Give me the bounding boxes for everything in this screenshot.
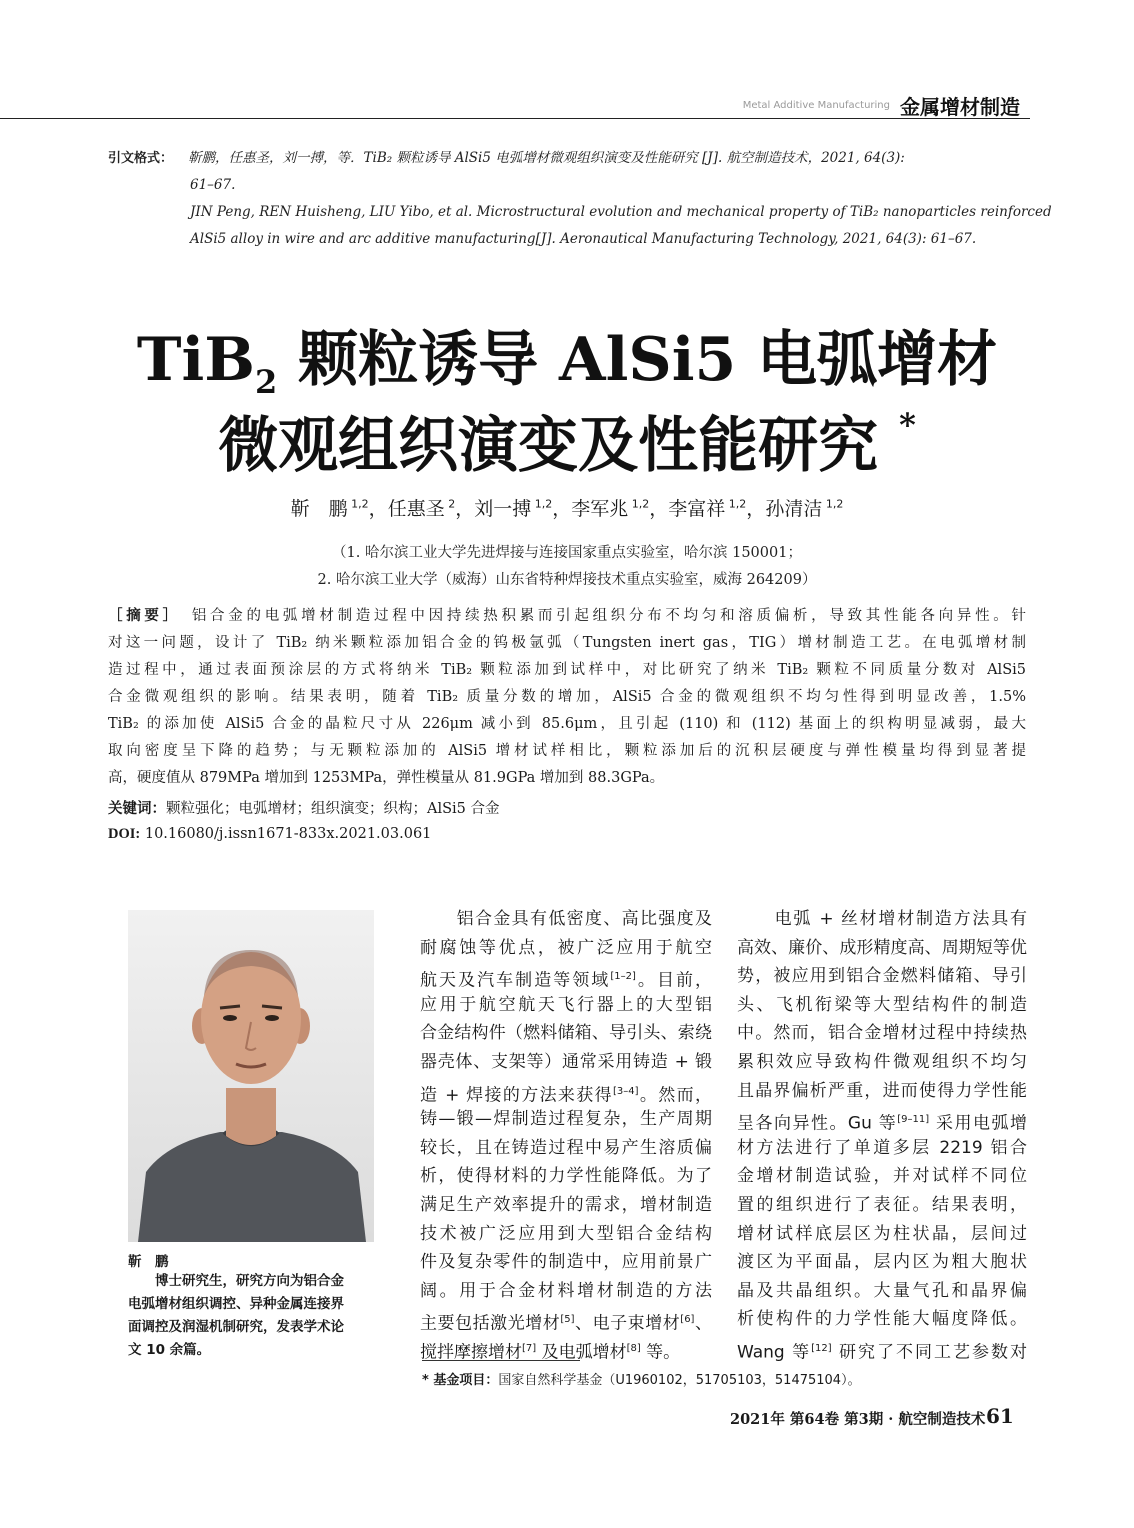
author-bio-line: 文 10 余篇。 xyxy=(128,1342,211,1358)
abstract-line xyxy=(108,603,1026,630)
body-text-line xyxy=(737,1136,1027,1162)
page-footer: 2021年 第64卷 第3期 · 航空制造技术 xyxy=(730,1411,986,1428)
body-text: 高效、廉价、成形精度高、周期短等优 xyxy=(737,937,1027,958)
body-text: 技术被广泛应用到大型铝合金结构 xyxy=(420,1223,712,1244)
author-name: 任惠圣 xyxy=(387,498,445,520)
citation-ref: [6] xyxy=(680,1314,695,1326)
body-text-line xyxy=(420,1307,712,1337)
body-text-line xyxy=(420,964,712,994)
author-affiliation-mark: 1,2 xyxy=(822,497,844,511)
author-bio-line: 面调控及润湿机制研究，发表学术论 xyxy=(128,1319,344,1335)
body-text: 晶及共晶组织。大量气孔和晶界偏 xyxy=(737,1280,1027,1301)
author-name: 孙清洁 xyxy=(765,498,823,520)
author-portrait-image xyxy=(128,910,374,1242)
title-subscript: 2 xyxy=(255,363,278,401)
title-text: 颗粒诱导 AlSi5 电弧增材 xyxy=(277,325,998,395)
author-list xyxy=(0,494,1134,521)
author-separator: ， xyxy=(552,498,572,520)
doi-link[interactable]: 10.16080/j.issn1671-833x.2021.03.061 xyxy=(140,826,432,842)
body-text-line xyxy=(737,1050,1027,1076)
abstract-text: 铝合金的电弧增材制造过程中因持续热积累而引起组织分布不均匀和溶质偏析，导致其性能各向异性。针 xyxy=(191,608,1027,624)
body-text-line xyxy=(420,1250,712,1276)
body-text: 合金结构件（燃料储箱、导引头、索绕 xyxy=(420,1023,712,1044)
title-line-1 xyxy=(0,312,1134,401)
citation-line: 61–67. xyxy=(190,177,236,193)
running-header-chinese: 金属增材制造 xyxy=(900,95,1020,119)
body-text: 阔。用于合金材料增材制造的方法 xyxy=(420,1280,712,1301)
author-bio-line: 博士研究生，研究方向为铝合金 xyxy=(128,1273,344,1289)
citation-ref: [3–4] xyxy=(613,1085,639,1097)
body-text: 搅拌摩擦增材 xyxy=(420,1342,522,1363)
author-photo xyxy=(128,910,374,1242)
author-separator: ， xyxy=(368,498,388,520)
body-text: 渡区为平面晶，层内区为粗大胞状 xyxy=(737,1252,1027,1273)
body-text: 累积效应导致构件微观组织不均匀 xyxy=(737,1052,1027,1072)
author-affiliation-mark: 1,2 xyxy=(531,497,553,511)
author-bio-line: 电弧增材组织调控、异种金属连接界 xyxy=(128,1296,344,1312)
body-text: 造 + 焊接的方法来获得 xyxy=(420,1085,614,1106)
body-text-line xyxy=(737,993,1027,1019)
body-text-line xyxy=(737,1307,1027,1333)
body-text: 呈各向异性。Gu 等 xyxy=(737,1113,898,1134)
body-text-line xyxy=(737,936,1027,962)
body-text-line xyxy=(737,1164,1027,1190)
body-text: 、 xyxy=(694,1314,713,1335)
body-text: 铸—锻—焊制造过程复杂，生产周期 xyxy=(420,1109,712,1130)
body-text-line xyxy=(737,964,1027,990)
body-text: 主要包括激光增材 xyxy=(420,1314,561,1335)
citation-ref: [1–2] xyxy=(610,971,636,983)
body-text: 金增材制造试验，并对试样不同位 xyxy=(737,1166,1027,1187)
body-text: 电弧 + 丝材增材制造方法具有 xyxy=(737,909,1027,929)
body-text-line xyxy=(737,1079,1027,1105)
body-text-line xyxy=(737,1021,1027,1047)
author-separator: ， xyxy=(746,498,766,520)
citation-ref: [9–11] xyxy=(897,1114,930,1126)
body-text: 头、飞机衔梁等大型结构件的制造 xyxy=(737,994,1027,1015)
body-text-line xyxy=(420,1193,712,1219)
body-text-line xyxy=(737,1250,1027,1276)
body-text-line xyxy=(420,1279,712,1305)
body-text: 、电子束增材 xyxy=(574,1314,681,1335)
funding-note xyxy=(422,1369,861,1388)
body-text-line xyxy=(420,993,712,1019)
body-text: 器壳体、支架等）通常采用铸造 + 锻 xyxy=(420,1052,712,1072)
body-text: 。目前， xyxy=(635,970,713,991)
citation-ref: [5] xyxy=(560,1314,575,1326)
body-text: 析，使得材料的力学性能降低。为了 xyxy=(420,1166,712,1187)
body-text: 铝合金具有低密度、高比强度及 xyxy=(420,909,712,929)
abstract-line: 造过程中，通过表面预涂层的方式将纳米 TiB₂ 颗粒添加到试样中，对比研究了纳米 TiB₂ 颗粒不同质量分数对 AlSi5 xyxy=(108,662,1026,678)
citation-line: JIN Peng, REN Huisheng, LIU Yibo, et al. Microstructural evolution and mechanical property of TiB₂ nanoparticles reinforced xyxy=(190,204,1052,220)
title-text: TiB xyxy=(136,325,255,395)
author-separator: ， xyxy=(649,498,669,520)
body-text: 且晶界偏析严重，进而使得力学性能 xyxy=(737,1080,1027,1101)
body-text: 应用于航空航天飞行器上的大型铝 xyxy=(420,994,712,1015)
body-text-line xyxy=(420,1050,712,1076)
body-text: 置的组织进行了表征。结果表明， xyxy=(737,1195,1027,1215)
abstract-line: 对这一问题，设计了 TiB₂ 纳米颗粒添加铝合金的钨极氩弧（Tungsten inert gas，TIG）增材制造工艺。在电弧增材制 xyxy=(108,635,1026,651)
body-text-line xyxy=(420,1107,712,1133)
keywords-text: 颗粒强化；电弧增材；组织演变；织构；AlSi5 合金 xyxy=(166,801,500,817)
author-affiliation-mark: 1,2 xyxy=(628,497,650,511)
citation-ref: [7] xyxy=(522,1343,537,1354)
citation-line: AlSi5 alloy in wire and arc additive manufacturing[J]. Aeronautical Manufacturing Technology, 2021, 64(3): 61–67. xyxy=(190,231,977,247)
title-line-2 xyxy=(0,398,1134,484)
body-text-line xyxy=(737,1107,1027,1137)
body-text-line xyxy=(737,1279,1027,1305)
body-text: 航天及汽车制造等领域 xyxy=(420,970,611,991)
citation-label: 引文格式： xyxy=(108,151,174,166)
body-text: 耐腐蚀等优点，被广泛应用于航空 xyxy=(420,937,712,958)
body-text-line xyxy=(420,1222,712,1248)
body-text-line xyxy=(420,907,712,933)
body-text: 满足生产效率提升的需求，增材制造 xyxy=(420,1195,712,1215)
author-name: 李富祥 xyxy=(668,498,726,520)
citation-ref: [12] xyxy=(811,1343,832,1354)
body-text-line xyxy=(737,1222,1027,1248)
abstract-line: 取向密度呈下降的趋势；与无颗粒添加的 AlSi5 增材试样相比，颗粒添加后的沉积层硬度与弹性模量均得到显著提 xyxy=(108,743,1026,759)
title-text: 微观组织演变及性能研究 xyxy=(218,411,879,481)
body-text-line xyxy=(420,936,712,962)
abstract-label: ［摘要］ xyxy=(108,608,174,624)
author-affiliation-mark: 1,2 xyxy=(725,497,747,511)
author-name: 李军兆 xyxy=(571,498,629,520)
footnote-rule xyxy=(422,1360,580,1361)
affiliation: （1. 哈尔滨工业大学先进焊接与连接国家重点实验室，哈尔滨 150001； xyxy=(332,545,802,561)
body-text: 。然而， xyxy=(638,1085,713,1106)
body-text: Wang 等 xyxy=(737,1342,812,1363)
body-text-line xyxy=(420,1336,712,1366)
body-text: 析使构件的力学性能大幅度降低。 xyxy=(737,1309,1027,1330)
body-text: 材方法进行了单道多层 2219 铝合 xyxy=(737,1137,1027,1158)
doi xyxy=(108,826,431,843)
body-text-line xyxy=(420,1079,712,1109)
body-text-line xyxy=(420,1164,712,1190)
body-text: 及电弧增材 xyxy=(536,1342,627,1363)
keywords xyxy=(108,797,500,818)
author-affiliation-mark: 2 xyxy=(444,497,456,511)
body-text: 增材试样底层区为柱状晶，层间过 xyxy=(737,1223,1027,1244)
funding-text: 国家自然科学基金（U1960102，51705103，51475104）。 xyxy=(498,1373,861,1388)
author-separator: ， xyxy=(455,498,475,520)
doi-label: DOI: xyxy=(108,826,141,842)
body-text-line xyxy=(737,907,1027,933)
body-text: 势，被应用到铝合金燃料储箱、导引 xyxy=(737,966,1027,987)
body-text: 研究了不同工艺参数对 xyxy=(831,1342,1028,1363)
body-text: 件及复杂零件的制造中，应用前景广 xyxy=(420,1252,712,1273)
author-name: 刘一搏 xyxy=(474,498,532,520)
abstract-line: TiB₂ 的添加使 AlSi5 合金的晶粒尺寸从 226μm 减小到 85.6μm，且引起 (110) 和 (112) 基面上的织构明显减弱，最大 xyxy=(108,716,1026,732)
abstract-line: 高，硬度值从 879MPa 增加到 1253MPa，弹性模量从 81.9GPa 增加到 88.3GPa。 xyxy=(108,770,665,786)
title-footnote-mark: * xyxy=(899,406,916,444)
author-bio-name: 靳 鹏 xyxy=(128,1254,169,1270)
body-text-line xyxy=(420,1136,712,1162)
body-text: 较长，且在铸造过程中易产生溶质偏 xyxy=(420,1137,712,1158)
body-text: 采用电弧增 xyxy=(929,1113,1027,1134)
citation-ref: [8] xyxy=(626,1343,641,1354)
running-header-english: Metal Additive Manufacturing xyxy=(742,100,890,111)
abstract-line: 合金微观组织的影响。结果表明，随着 TiB₂ 质量分数的增加，AlSi5 合金的微观组织不均匀性得到明显改善，1.5% xyxy=(108,689,1026,705)
body-text-line xyxy=(737,1193,1027,1219)
keywords-label: 关键词： xyxy=(108,801,166,817)
author-affiliation-mark: 1,2 xyxy=(347,497,369,511)
body-text: 中。然而，铝合金增材过程中持续热 xyxy=(737,1023,1027,1044)
body-text-line xyxy=(420,1021,712,1047)
page-number: 61 xyxy=(986,1404,1014,1428)
citation-line: 靳鹏，任惠圣，刘一搏，等．TiB₂ 颗粒诱导 AlSi5 电弧增材微观组织演变及性能研究 [J]. 航空制造技术，2021, 64(3): xyxy=(188,150,905,166)
body-text: 等。 xyxy=(640,1342,681,1363)
funding-label: * 基金项目： xyxy=(422,1373,499,1388)
author-name: 靳 鹏 xyxy=(290,498,348,520)
affiliation: 2. 哈尔滨工业大学（威海）山东省特种焊接技术重点实验室，威海 264209） xyxy=(317,572,817,588)
header-rule xyxy=(0,118,1030,119)
body-text-line xyxy=(737,1336,1027,1366)
